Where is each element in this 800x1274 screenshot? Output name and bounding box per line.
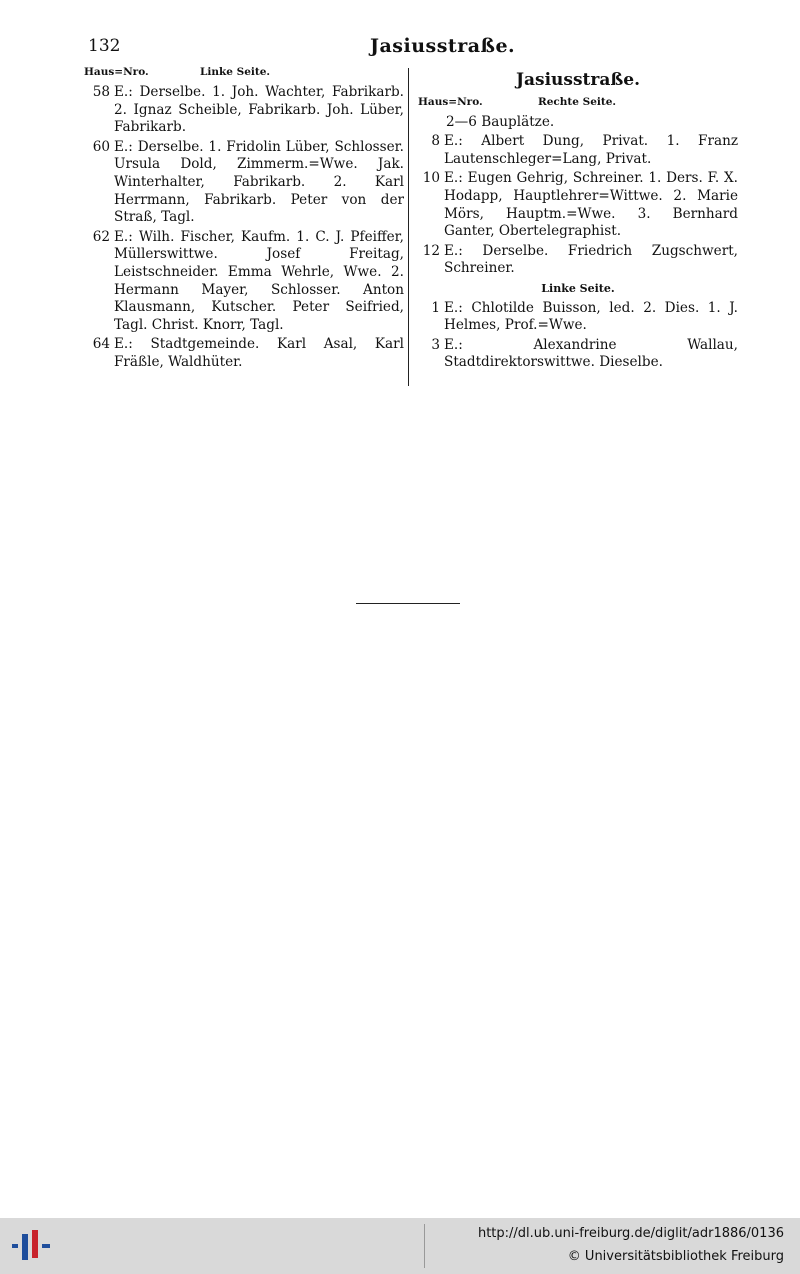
- subhead-house-label: Haus=Nro.: [84, 66, 149, 79]
- house-number: 1: [431, 299, 440, 316]
- list-item: [418, 170, 738, 240]
- list-item: [84, 84, 404, 137]
- house-number: 64: [92, 336, 110, 353]
- entry-text: E.: Eugen Gehrig, Schreiner. 1. Ders. F. X. Hodapp, Hauptlehrer=Wittwe. 2. Marie Mörs, Hauptm.=Wwe. 3. Bernhard Ganter, Obertelegraphist.: [444, 170, 738, 240]
- logo-bar-blue: [22, 1234, 28, 1260]
- footer-separator: [424, 1224, 425, 1268]
- list-item: [418, 300, 738, 335]
- list-item: [418, 114, 738, 132]
- entry-text: 2—6 Bauplätze.: [446, 113, 555, 130]
- copyright-notice: © Universitätsbibliothek Freiburg: [567, 1249, 784, 1264]
- list-item: [418, 337, 738, 372]
- entry-text: E.: Derselbe. Friedrich Zugschwert, Schreiner.: [444, 242, 738, 277]
- subhead-side-label: Linke Seite.: [200, 66, 271, 79]
- running-title: Jasiusstraße.: [370, 35, 516, 57]
- left-subhead: [84, 66, 404, 82]
- list-item: [84, 139, 404, 227]
- section-end-rule: [356, 603, 460, 604]
- entry-text: E.: Albert Dung, Privat. 1. Franz Lautenschleger=Lang, Privat.: [444, 133, 738, 167]
- list-item: [84, 229, 404, 335]
- entry-text: E.: Derselbe. 1. Fridolin Lüber, Schlosser. Ursula Dold, Zimmerm.=Wwe. Jak. Winterhalter, Fabrikarb. 2. Karl Herrmann, Fabrikarb. Peter von der Straß, Tagl.: [114, 138, 404, 226]
- column-divider: [408, 68, 409, 386]
- house-number: 10: [422, 170, 440, 187]
- entry-text: E.: Chlotilde Buisson, led. 2. Dies. 1. J. Helmes, Prof.=Wwe.: [444, 299, 738, 334]
- list-item: [84, 336, 404, 371]
- house-number: 8: [431, 133, 440, 150]
- entry-text: E.: Derselbe. 1. Joh. Wachter, Fabrikarb. 2. Ignaz Scheible, Fabrikarb. Joh. Lüber, Fabrikarb.: [114, 84, 404, 136]
- list-item: [418, 133, 738, 168]
- street-title: Jasiusstraße.: [515, 70, 641, 90]
- page-number: 132: [88, 36, 121, 56]
- house-number: 58: [92, 84, 110, 100]
- house-number: 60: [92, 138, 110, 155]
- right-subhead: [418, 96, 738, 112]
- right-column: [418, 66, 738, 372]
- source-url-link[interactable]: http://dl.ub.uni-freiburg.de/diglit/adr1886/0136: [477, 1226, 784, 1241]
- library-logo-icon: [10, 1228, 54, 1264]
- logo-bar-right: [42, 1244, 50, 1248]
- left-column: [84, 66, 404, 372]
- house-number: [418, 114, 440, 132]
- entry-text: E.: Wilh. Fischer, Kaufm. 1. C. J. Pfeiffer, Müllerswittwe. Josef Freitag, Leistschneider. Emma Wehrle, Wwe. 2. Hermann Mayer, Schlosser. Anton Klausmann, Kutscher. Peter Seifried, Tagl. Christ. Knorr, Tagl.: [114, 228, 404, 333]
- house-number: 12: [422, 242, 440, 259]
- entry-text: E.: Alexandrine Wallau, Stadtdirektorswittwe. Dieselbe.: [444, 336, 738, 371]
- logo-bar-left: [12, 1244, 18, 1248]
- logo-bar-red: [32, 1230, 38, 1258]
- footer-bar: [0, 1218, 800, 1274]
- house-number: 62: [92, 228, 110, 245]
- list-item: [418, 243, 738, 278]
- left-side-label: Linke Seite.: [541, 281, 615, 295]
- house-number: 3: [431, 336, 440, 353]
- subhead-house-label: Haus=Nro.: [418, 96, 483, 108]
- subhead-side-label: Rechte Seite.: [538, 96, 617, 108]
- entry-text: E.: Stadtgemeinde. Karl Asal, Karl Fräßle, Waldhüter.: [114, 336, 404, 370]
